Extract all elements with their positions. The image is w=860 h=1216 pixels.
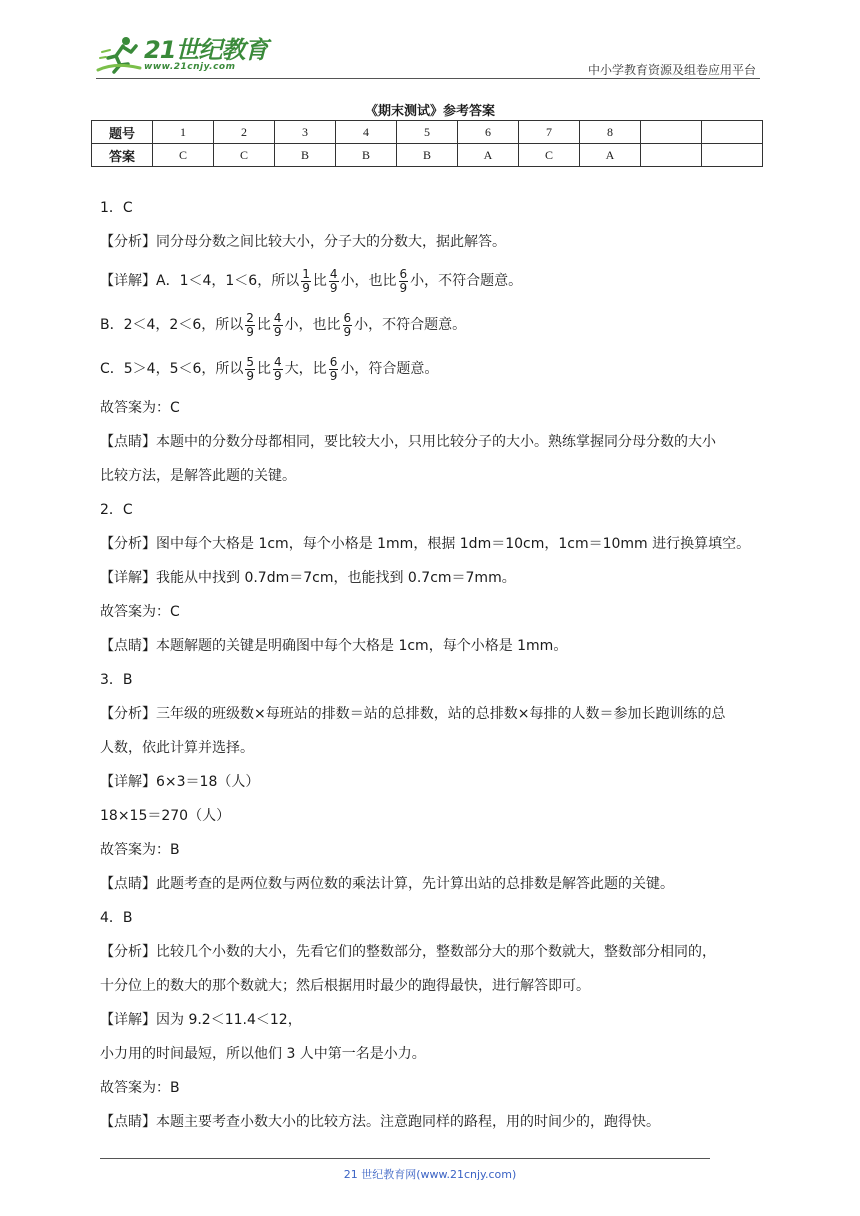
q1-comment-line2: 比较方法，是解答此题的关键。 [100, 468, 296, 484]
q4-comment: 【点睛】本题主要考查小数大小的比较方法。注意跑同样的路程，用的时间少的，跑得快。 [100, 1114, 660, 1130]
fraction: $\frac{4}{9}$ [274, 354, 282, 383]
q1-a-text: 【详解】A．1＜4，1＜6，所以 [100, 273, 300, 289]
footer-link[interactable]: 21 世纪教育网(www.21cnjy.com) [343, 1168, 517, 1181]
answer-row [92, 144, 763, 167]
question-number-cell: 8 [580, 121, 641, 144]
q1-comment-line1: 【点睛】本题中的分数分母都相同，要比较大小，只用比较分子的大小。熟练掌握同分母分数的大小 [100, 434, 716, 450]
fraction: $\frac{4}{9}$ [273, 310, 282, 339]
site-logo[interactable] [96, 34, 267, 76]
answer-cell: A [458, 144, 519, 167]
q4-analysis-line2: 十分位上的数大的那个数就大；然后根据用时最少的跑得最快，进行解答即可。 [100, 978, 590, 994]
question-number-cell: 1 [153, 121, 214, 144]
q4-detail-line1: 【详解】因为 9.2＜11.4＜12， [100, 1012, 302, 1028]
q1-detail-b: B．2＜4，2＜6，所以 $\frac{2}{9}$ 比 $\frac{4}{9}$ 小，也比 $\frac{6}{9}$ 小，不符合题意。 [100, 310, 467, 339]
q3-analysis-line2: 人数，依此计算并选择。 [100, 740, 254, 756]
q2-heading: 2．C [100, 502, 133, 518]
q3-analysis-line1: 【分析】三年级的班级数×每班站的排数＝站的总排数，站的总排数×每排的人数＝参加长跑训练的总 [100, 706, 726, 722]
question-number-cell: 5 [397, 121, 458, 144]
q2-answer: 故答案为：C [100, 604, 180, 620]
footer-divider [100, 1158, 710, 1159]
answer-cell: C [214, 144, 275, 167]
fraction: $\frac{6}{9}$ [399, 266, 408, 295]
fraction: $\frac{6}{9}$ [343, 310, 352, 339]
q4-analysis-line1: 【分析】比较几个小数的大小，先看它们的整数部分，整数部分大的那个数就大，整数部分相同的， [100, 944, 716, 960]
fraction: $\frac{1}{9}$ [302, 266, 310, 295]
question-number-row [92, 121, 763, 144]
answer-cell: B [397, 144, 458, 167]
q2-comment: 【点睛】本题解题的关键是明确图中每个大格是 1cm，每个小格是 1mm。 [100, 638, 568, 654]
question-number-cell: 7 [519, 121, 580, 144]
q3-detail-line1: 【详解】6×3＝18（人） [100, 774, 260, 790]
answer-cell: C [153, 144, 214, 167]
question-number-cell: 4 [336, 121, 397, 144]
q1-answer: 故答案为：C [100, 400, 180, 416]
platform-tagline: 中小学教育资源及组卷应用平台 [587, 63, 756, 77]
answer-cell: B [336, 144, 397, 167]
q4-heading: 4．B [100, 910, 133, 926]
answer-cell [702, 144, 763, 167]
q3-answer: 故答案为：B [100, 842, 180, 858]
q1-detail-a: 【详解】A．1＜4，1＜6，所以 $\frac{1}{9}$ 比 $\frac{4}{9}$ 小，也比 $\frac{6}{9}$ 小，不符合题意。 [100, 266, 523, 295]
document-title: 《期末测试》参考答案 [364, 104, 495, 119]
question-number-cell: 2 [214, 121, 275, 144]
answer-cell [641, 144, 702, 167]
question-number-cell [702, 121, 763, 144]
q1-analysis: 【分析】同分母分数之间比较大小，分子大的分数大，据此解答。 [100, 234, 506, 250]
answer-cell: A [580, 144, 641, 167]
answer-cell: B [275, 144, 336, 167]
q4-answer: 故答案为：B [100, 1080, 180, 1096]
answer-key-table [91, 120, 763, 167]
answer-cell: C [519, 144, 580, 167]
q1-detail-c: C．5＞4，5＜6，所以 $\frac{5}{9}$ 比 $\frac{4}{9}$ 大，比 $\frac{6}{9}$ 小，符合题意。 [100, 354, 439, 383]
question-number-cell [641, 121, 702, 144]
row-label-question-number: 题号 [92, 121, 153, 144]
fraction: $\frac{2}{9}$ [246, 310, 254, 339]
logo-url: www.21cnjy.com [144, 62, 236, 72]
q2-analysis: 【分析】图中每个大格是 1cm，每个小格是 1mm，根据 1dm＝10cm，1cm＝10mm 进行换算填空。 [100, 536, 751, 552]
runner-logo-icon [96, 34, 142, 76]
q1-heading: 1．C [100, 200, 133, 216]
question-number-cell: 3 [275, 121, 336, 144]
header-divider [96, 78, 760, 79]
q3-detail-line2: 18×15＝270（人） [100, 808, 231, 824]
q2-detail: 【详解】我能从中找到 0.7dm＝7cm，也能找到 0.7cm＝7mm。 [100, 570, 516, 586]
logo-wordmark: 21世纪教育 [144, 36, 268, 64]
page-header [0, 0, 860, 80]
fraction: $\frac{6}{9}$ [329, 354, 338, 383]
fraction: $\frac{4}{9}$ [329, 266, 338, 295]
q3-heading: 3．B [100, 672, 133, 688]
question-number-cell: 6 [458, 121, 519, 144]
row-label-answer: 答案 [92, 144, 153, 167]
fraction: $\frac{5}{9}$ [246, 354, 255, 383]
q3-comment: 【点睛】此题考查的是两位数与两位数的乘法计算，先计算出站的总排数是解答此题的关键。 [100, 876, 674, 892]
q4-detail-line2: 小力用的时间最短，所以他们 3 人中第一名是小力。 [100, 1046, 426, 1062]
solutions-body [100, 196, 770, 1144]
